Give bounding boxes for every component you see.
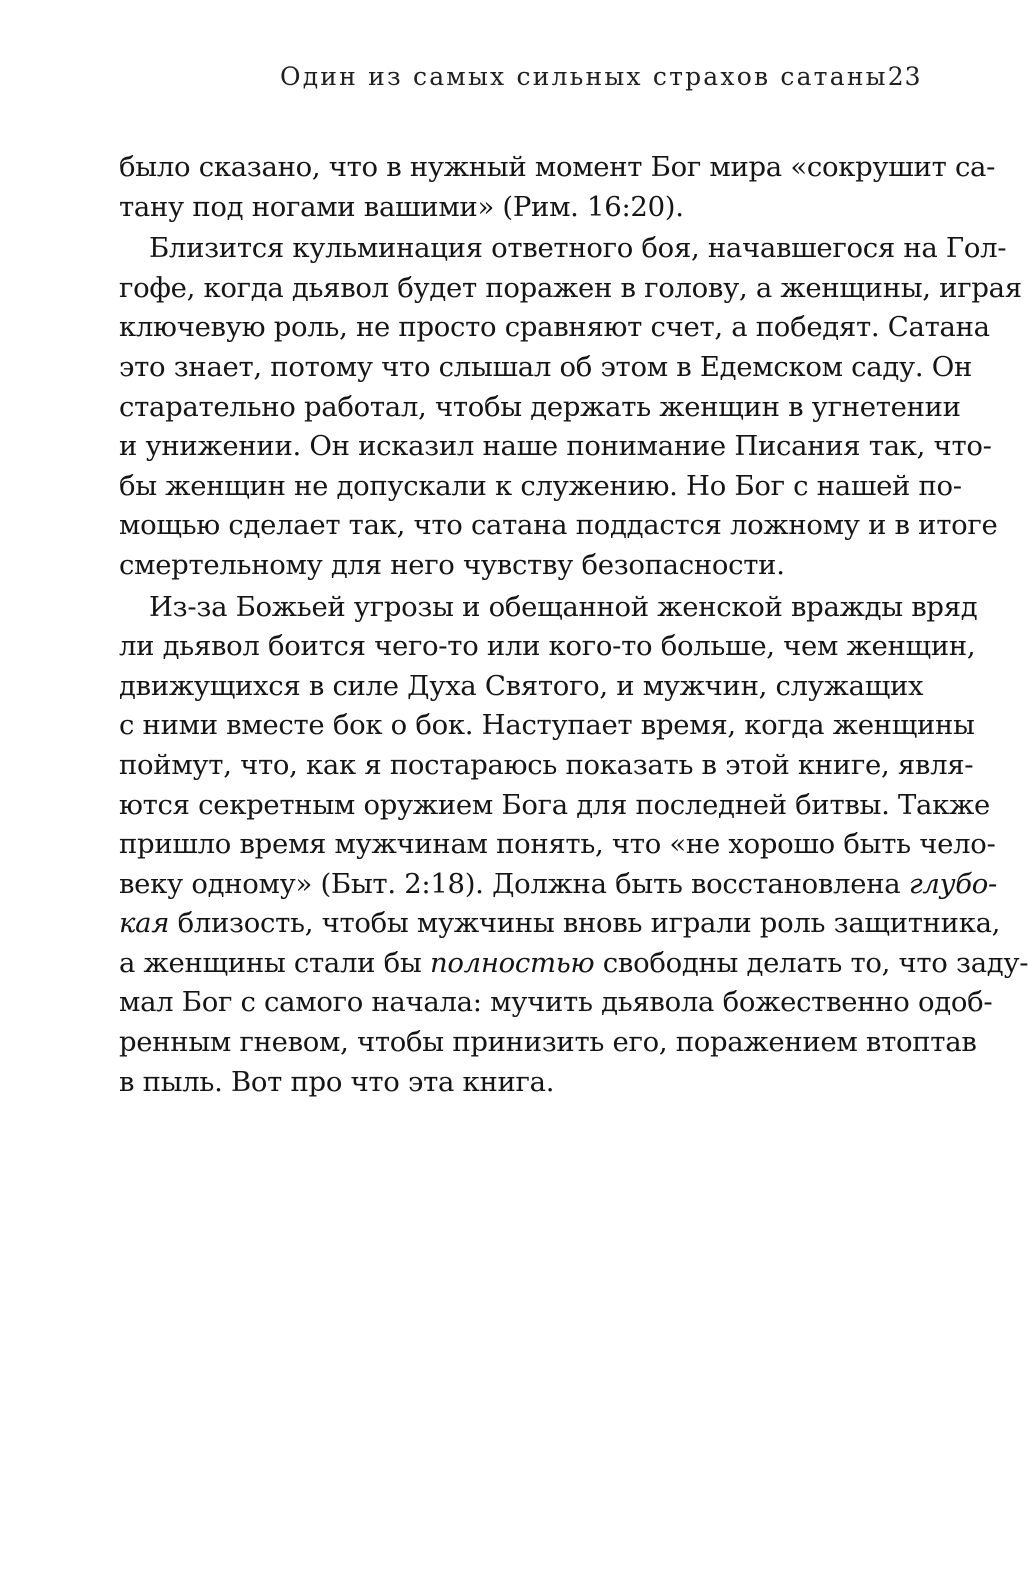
text-line: старательно работал, чтобы держать женщин в угнетении <box>119 390 961 423</box>
italic-run: кая <box>119 907 170 940</box>
text-line: Близится кульминация ответного боя, начавшегося на Гол- <box>149 232 1007 265</box>
text-line: гофе, когда дьявол будет поражен в голову, а женщины, играя <box>119 271 1022 304</box>
text-line: тану под ногами вашими» (Рим. 16:20). <box>119 190 684 223</box>
page-number: 23 <box>887 62 922 91</box>
text-run: делать то, что заду- <box>746 946 1028 979</box>
text-line: ренным гневом, чтобы принизить его, поражением втоптав <box>119 1026 977 1059</box>
text-line: ключевую роль, не просто сравняют счет, а победят. Сатана <box>119 311 990 344</box>
text-line: пришло время мужчинам понять, что «не хорошо быть чело- <box>119 828 996 861</box>
text-run: близость, чтобы мужчины вновь играли роль защитника, <box>177 907 1001 940</box>
italic-run: глубо- <box>908 867 998 900</box>
running-header <box>280 57 922 97</box>
text-line: и унижении. Он исказил наше понимание Писания так, что- <box>119 430 992 463</box>
text-line: в пыль. Вот про что эта книга. <box>119 1065 555 1098</box>
text-line: было сказано, что в нужный момент Бог мира «сокрушит са- <box>119 151 996 183</box>
text-run: свободны <box>594 946 747 979</box>
text-line: смертельному для него чувству безопасности. <box>119 548 785 581</box>
paragraph-3 <box>119 588 1028 1103</box>
body-text <box>119 148 1028 1102</box>
paragraph-1 <box>119 148 996 227</box>
text-line: поймут, что, как я постараюсь показать в этой книге, явля- <box>119 748 974 781</box>
text-run: а женщины стали бы <box>119 946 430 979</box>
text-line <box>119 944 1028 984</box>
chapter-title: Один из самых сильных страхов сатаны <box>280 62 888 91</box>
text-line: с ними вместе бок о бок. Наступает время, когда женщины <box>119 709 975 742</box>
text-line: мал Бог с самого начала: мучить дьявола божественно одоб- <box>119 986 993 1019</box>
text-line: ли дьявол боится чего-то или кого-то больше, чем женщин, <box>119 630 976 663</box>
paragraph-2 <box>119 229 1022 585</box>
text-line <box>119 904 1001 944</box>
text-line: Из-за Божьей угрозы и обещанной женской вражды вряд <box>149 590 978 623</box>
italic-run: полностью <box>429 946 595 979</box>
text-line <box>119 865 998 905</box>
text-line: ются секретным оружием Бога для последней битвы. Также <box>119 788 991 821</box>
text-line: бы женщин не допускали к служению. Но Бог с нашей по- <box>119 469 962 502</box>
text-run: веку одному» (Быт. 2:18). Должна быть восстановлена <box>119 867 909 900</box>
text-line: мощью сделает так, что сатана поддастся ложному и в итоге <box>119 509 998 542</box>
text-line: это знает, потому что слышал об этом в Едемском саду. Он <box>119 350 972 383</box>
text-line: движущихся в силе Духа Святого, и мужчин, служащих <box>119 669 924 702</box>
